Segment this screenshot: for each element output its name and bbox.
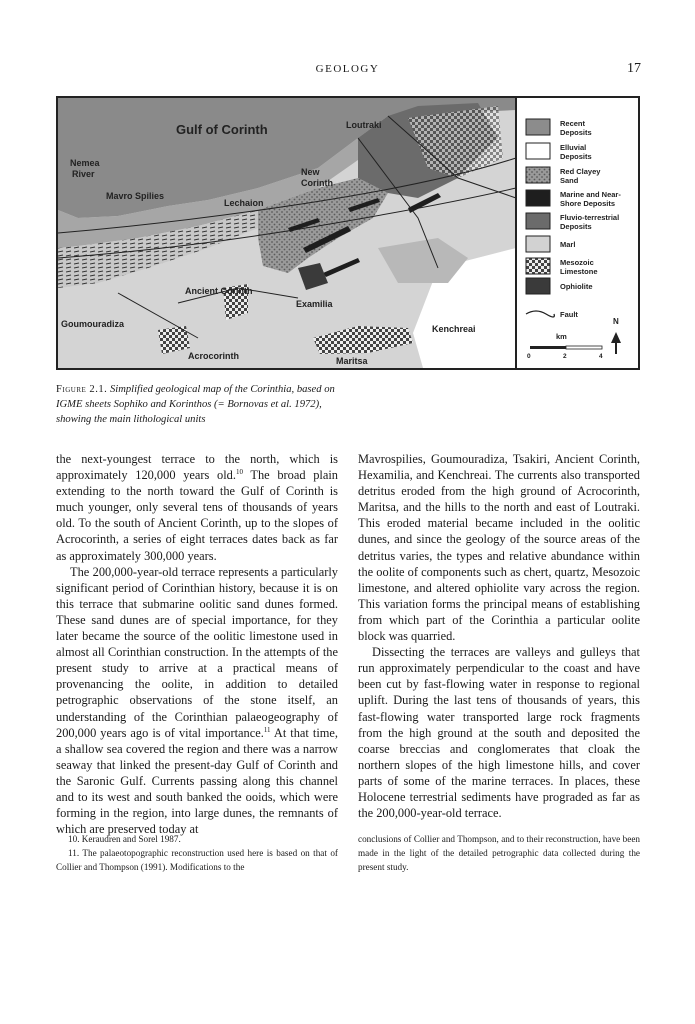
legend-label: Ophiolite [560,282,593,291]
footnote-ref-10[interactable]: 10 [235,468,243,477]
footnote-11-continued: conclusions of Collier and Thompson, and to their reconstruction, have been made in the light of the detailed petrographic data collected during the present study. [358,834,640,872]
legend-item [526,190,621,208]
geological-map [56,96,640,370]
footnotes-left [56,833,338,874]
paragraph [56,451,338,564]
legend-label: Sand [560,176,579,185]
label-nemea-1: Nemea [70,158,100,168]
legend [526,119,621,360]
paragraph-text: The broad plain extending to the north toward the Gulf of Corinth is much younger, only several tens of thousands of years old. To the south of Ancient Corinth, up to the slopes of Acrocorinth, a series of eight terraces dates back as far as approximately 300,000 years. [56,468,338,563]
map-area [58,98,516,368]
body-column-right [358,451,640,821]
paragraph-text: The 200,000-year-old terrace represents a particularly significant period of Corinthian history, because it is on this terrace that submarine oolitic sand dunes formed. These sand dunes are of special importance, for they later became the source of the oolitic limestone used in almost all Corinthian construction. In the attempts of the present study to arrive at a practical means of provenancing the oolite, in addition to detailed petrographic observations of the stone itself, an understanding of the Corinthian palaeogeography of 200,000 years ago is of vital importance. [56,564,338,740]
label-mavro-spilies: Mavro Spilies [106,191,165,201]
legend-label: Elluvial [560,143,587,152]
scale-tick-2: 2 [563,353,567,360]
footnotes-right [358,833,640,874]
footnote-10: 10. Keraudren and Sorel 1987. [68,834,181,844]
page-number: 17 [627,61,641,76]
label-maritsa: Maritsa [336,356,368,366]
legend-item [526,143,592,161]
label-examilia: Examilia [296,299,333,309]
legend-label: Fluvio-terrestrial [560,213,620,222]
label-goumouradiza: Goumouradiza [61,319,125,329]
fault-symbol [526,311,554,317]
label-nemea-2: River [72,169,95,179]
scale-bar-segment [530,346,566,349]
paragraph-text: At that time, a shallow sea covered the region and there was a narrow seaway that linked the present-day Gulf of Corinth and the Saronic Gulf. Currents passing along this channel and to its west and south banked the ooids, which were forming in the region, into large dunes, the remnants of which are preserved today at [56,725,339,837]
legend-label: Deposits [560,128,592,137]
label-new-corinth-2: Corinth [301,178,333,188]
legend-item [526,213,619,231]
north-arrow-icon [611,332,621,354]
legend-label: Limestone [560,267,598,276]
footnote-11: 11. The palaeotopographic reconstruction used here is based on that of Collier and Thompson (1991). Modifications to the [56,847,338,872]
paragraph: Mavrospilies, Goumouradiza, Tsakiri, Ancient Corinth, Hexamilia, and Kenchreai. The currents also transported detritus eroded from the high ground of Acrocorinth, Maritsa, and the hills to the north and east of Loutraki. This eroded material became included in the oolitic dunes, and since the geology of the source areas of the detritus varies, the types and relative abundance within the oolite of components such as chert, quartz, Mesozoic limestone, and altered ophiolite vary across the region. This variation forms the principal means of establishing from which part of the Corinthia a particular oolite block was quarried. [358,452,640,644]
label-ancient-corinth: Ancient Corinth [185,286,253,296]
label-kenchreai: Kenchreai [432,324,476,334]
scale-unit: km [556,332,567,341]
legend-label: Deposits [560,152,592,161]
label-acrocorinth: Acrocorinth [188,351,240,361]
label-lechaion: Lechaion [224,198,264,208]
legend-label: Marine and Near- [560,190,621,199]
paragraph: Dissecting the terraces are valleys and gulleys that run approximately perpendicular to the coast and have been cut by fast-flowing water in response to regional uplift. During the last tens of thousands of years, this fast-flowing water transported large rock fragments from the high ground at the south and deposited the coarse breccias and conglomerates that cloak the northern slopes of the high limestone hills, and cover parts of some of the marine terraces. In places, these Holocene terrestrial sediments have prograded as far as the 200,000-year-old terrace. [358,645,640,821]
legend-label: Marl [560,240,576,249]
legend-label: Deposits [560,222,592,231]
running-title: GEOLOGY [315,63,380,75]
running-head [0,63,695,79]
legend-label: Mesozoic [560,258,594,267]
figure-caption [56,382,346,427]
north-label: N [613,317,619,326]
legend-item [526,278,593,294]
legend-label: Recent [560,119,586,128]
footnote-ref-11[interactable]: 11 [263,725,271,734]
caption-text: Simplified geological map of the Corinthia, based on IGME sheets Sophiko and Korinthos (= Bornovas et al. 1972), showing the main lithological units [56,384,335,425]
label-gulf: Gulf of Corinth [176,122,268,137]
body-column-left [56,451,338,837]
label-loutraki: Loutraki [346,120,382,130]
legend-label: Shore Deposits [560,199,616,208]
legend-item [526,236,575,252]
paragraph [56,564,338,838]
legend-item [526,258,598,276]
figure-label: Figure 2.1. [56,384,108,395]
legend-label: Red Clayey [560,167,601,176]
scale-bar-segment [566,346,602,349]
label-new-corinth-1: New [301,167,320,177]
legend-item [526,167,601,185]
scale-tick-4: 4 [599,353,603,360]
paragraph-text: the next-youngest terrace to the north, which is approximately 120,000 years old. [56,452,338,483]
scale-tick-0: 0 [527,353,531,360]
fault-label: Fault [560,310,578,319]
map-svg [58,98,638,368]
legend-item [526,119,592,137]
